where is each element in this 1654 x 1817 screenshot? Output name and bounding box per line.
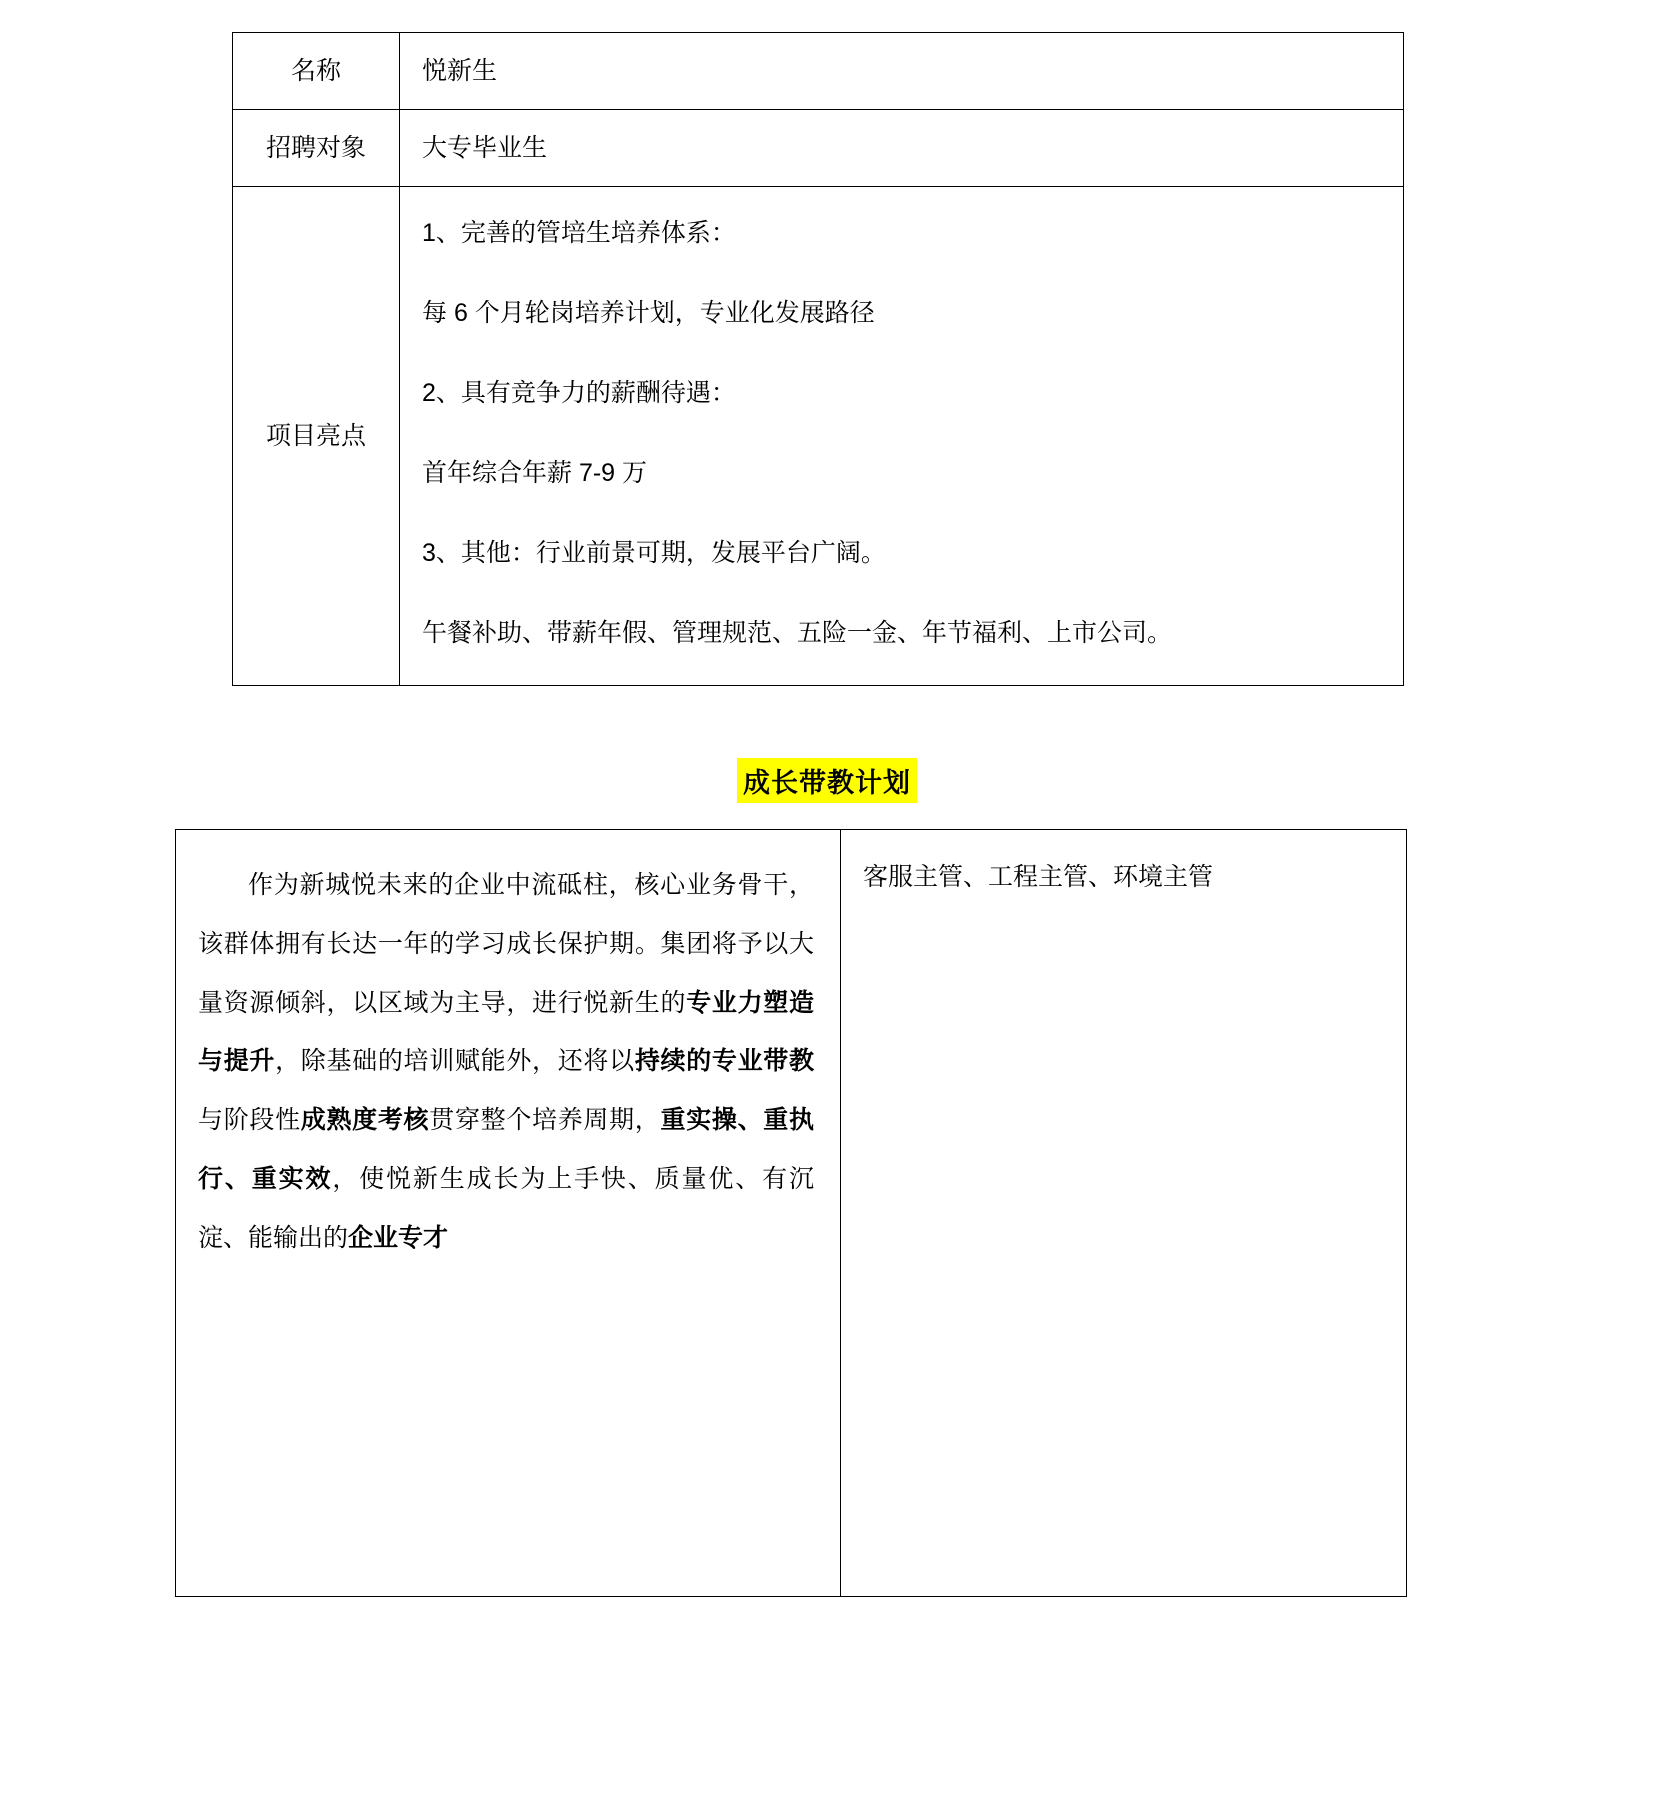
table-row — [233, 110, 1404, 187]
mentoring-roles-cell: 客服主管、工程主管、环境主管 — [841, 830, 1407, 1597]
emphasis-text: 专业力塑造与提升 — [198, 988, 814, 1076]
table-row — [176, 830, 1407, 1597]
body-text: 作为新城悦未来的企业中流砥柱，核心业务骨干，该群体拥有长达一年的学习成长保护期。集团将予以大量资源倾斜，以区域为主导，进行悦新生的 — [198, 871, 814, 1017]
body-text: 贯穿整个培养周期， — [429, 1106, 661, 1134]
emphasis-text: 重实操、重执行、重实效 — [198, 1106, 814, 1193]
table-row — [233, 33, 1404, 110]
highlight-line: 首年综合年薪 7-9 万 — [422, 459, 648, 487]
section-title-text: 成长带教计划 — [737, 758, 917, 803]
mentoring-description-cell — [176, 830, 841, 1597]
table-row — [233, 187, 1404, 686]
mentoring-description-text — [198, 856, 814, 1267]
emphasis-text: 持续的专业带教 — [634, 1047, 814, 1076]
highlight-line: 2、具有竞争力的薪酬待遇： — [422, 379, 736, 407]
body-text: ，除基础的培训赋能外，还将以 — [275, 1047, 635, 1076]
body-text: 与阶段性 — [198, 1106, 301, 1134]
highlight-line: 1、完善的管培生培养体系： — [422, 219, 736, 247]
emphasis-text: 成熟度考核 — [300, 1106, 430, 1134]
document-page — [0, 32, 1654, 1817]
row-label-target: 招聘对象 — [233, 110, 400, 187]
row-label-name: 名称 — [233, 33, 400, 110]
highlight-line: 每 6 个月轮岗培养计划，专业化发展路径 — [422, 299, 875, 327]
row-value-name: 悦新生 — [400, 33, 1404, 110]
row-value-highlights — [400, 187, 1404, 686]
highlight-line: 3、其他：行业前景可期，发展平台广阔。 — [422, 539, 886, 567]
mentoring-plan-table — [175, 829, 1407, 1597]
program-info-table — [232, 32, 1404, 686]
section-heading — [0, 758, 1654, 803]
body-text: ，使悦新生成长为上手快、质量优、有沉淀、能输出的 — [198, 1164, 814, 1252]
emphasis-text: 企业专才 — [348, 1223, 449, 1252]
row-label-highlights: 项目亮点 — [233, 187, 400, 686]
highlight-line: 午餐补助、带薪年假、管理规范、五险一金、年节福利、上市公司。 — [422, 619, 1173, 647]
row-value-target: 大专毕业生 — [400, 110, 1404, 187]
